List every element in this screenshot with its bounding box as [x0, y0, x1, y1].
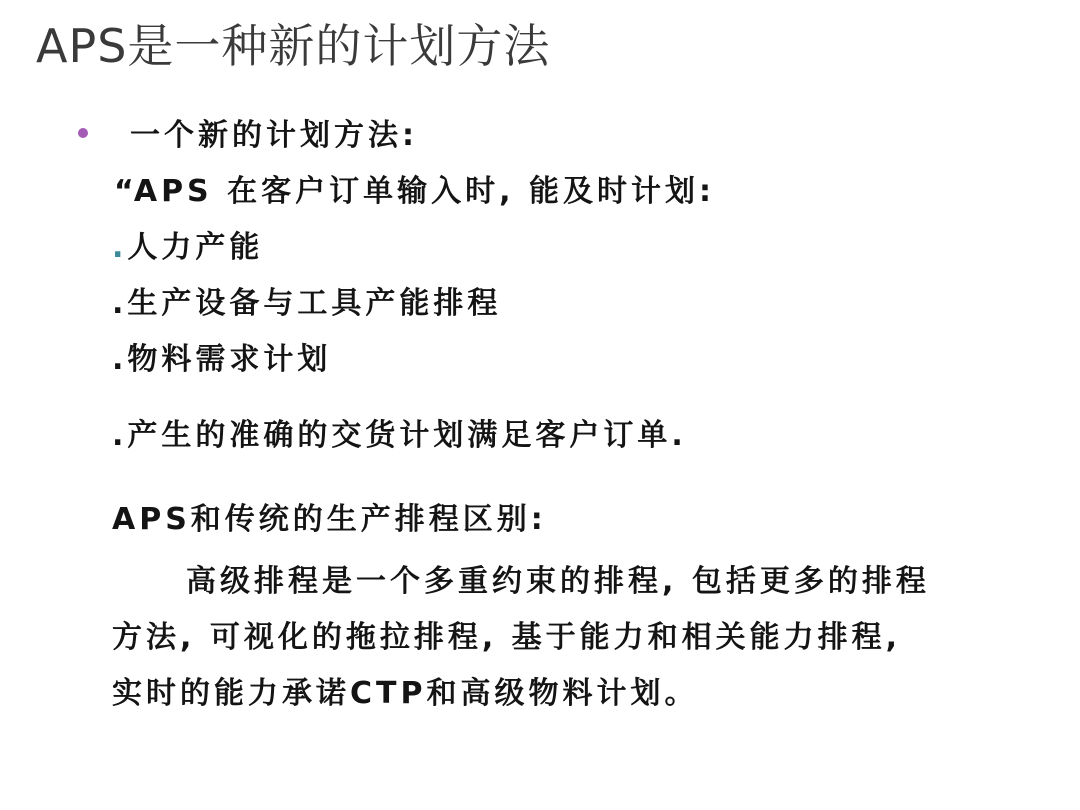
- list-item-label: 人力产能: [127, 230, 264, 265]
- paragraph-line-2: 方法, 可视化的拖拉排程, 基于能力和相关能力排程,: [112, 620, 902, 655]
- quote-line: “APS 在客户订单输入时, 能及时计划:: [114, 174, 715, 209]
- paragraph-line-1: 高级排程是一个多重约束的排程, 包括更多的排程: [186, 564, 930, 599]
- slide-title: APS是一种新的计划方法: [36, 19, 551, 73]
- list-item-dot: .: [112, 230, 128, 265]
- list-item-equipment: .生产设备与工具产能排程: [112, 286, 502, 321]
- list-item-delivery: .产生的准确的交货计划满足客户订单.: [112, 418, 687, 453]
- list-item-material: .物料需求计划: [112, 342, 332, 377]
- paragraph-line-3: 实时的能力承诺CTP和高级物料计划。: [112, 676, 699, 711]
- bullet-dot-icon: [78, 128, 88, 138]
- heading-line: 一个新的计划方法:: [130, 118, 418, 153]
- difference-heading: APS和传统的生产排程区别:: [112, 502, 547, 537]
- list-item-manpower: [112, 228, 263, 268]
